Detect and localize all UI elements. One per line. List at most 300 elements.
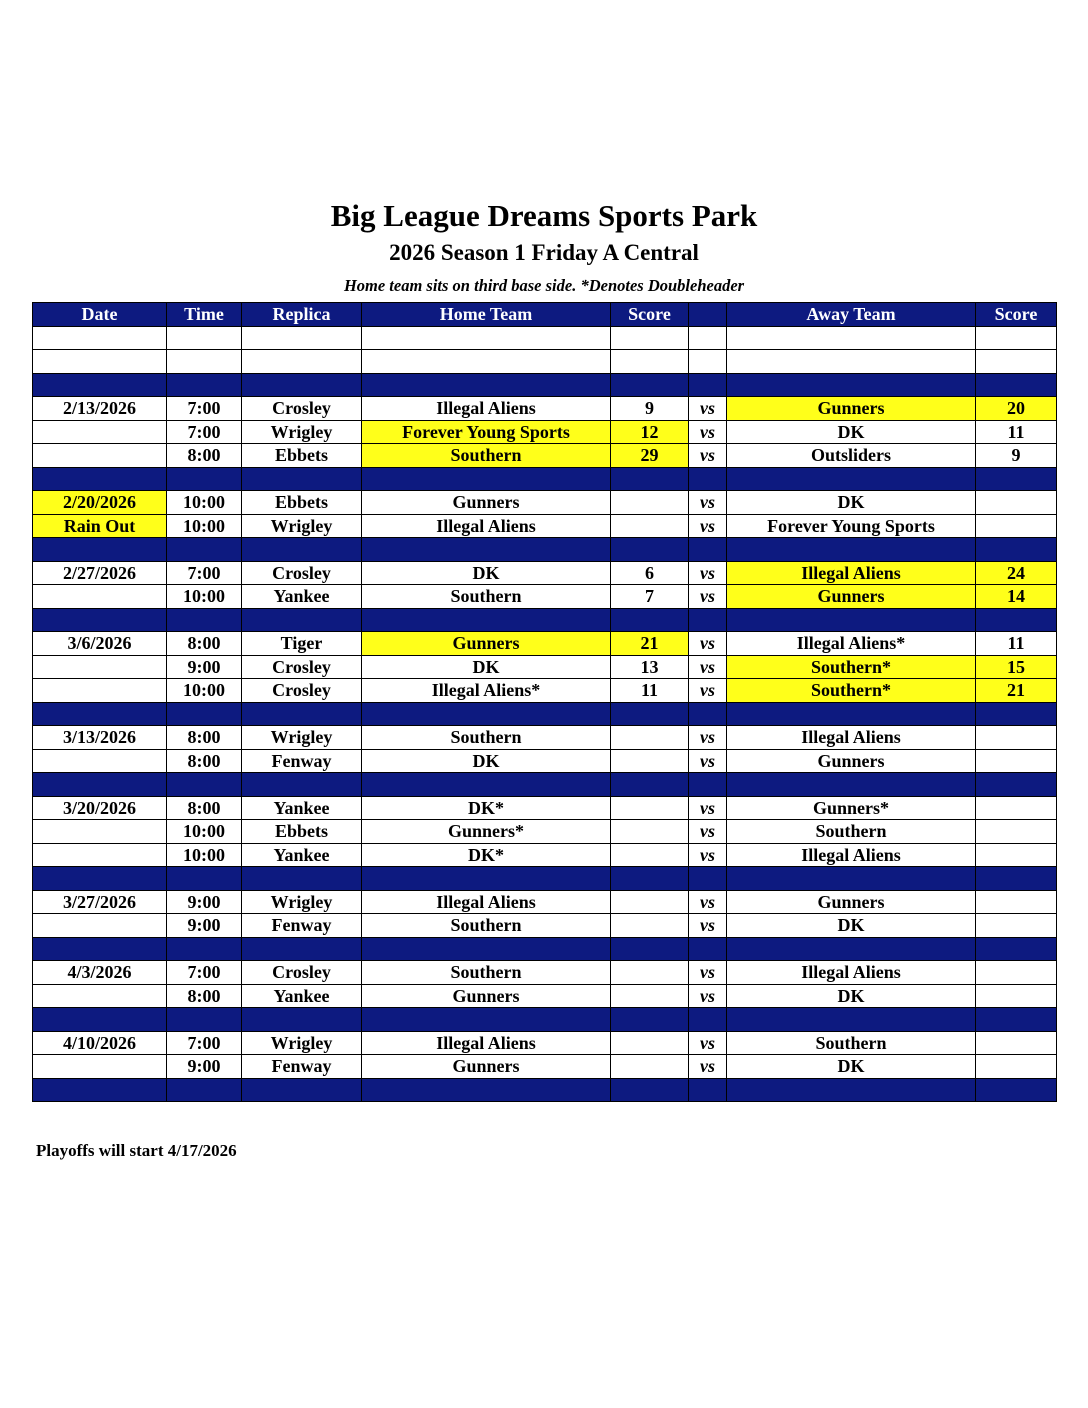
away-team-cell [727, 867, 976, 891]
vs-cell: vs [689, 1055, 727, 1079]
time-cell: 10:00 [167, 585, 242, 609]
col-header-home-score: Score [611, 303, 689, 327]
vs-cell: vs [689, 984, 727, 1008]
home-score-cell: 21 [611, 632, 689, 656]
home-team-cell [362, 326, 611, 350]
table-row [33, 961, 1057, 985]
table-row [33, 585, 1057, 609]
away-score-cell [976, 914, 1057, 938]
home-score-cell [611, 820, 689, 844]
away-team-cell [727, 1078, 976, 1102]
away-team-cell [727, 937, 976, 961]
away-score-cell: 21 [976, 679, 1057, 703]
table-header-row [33, 303, 1057, 327]
away-team-cell [727, 608, 976, 632]
away-team-cell: Forever Young Sports [727, 514, 976, 538]
home-team-cell: DK [362, 749, 611, 773]
away-team-cell: DK [727, 420, 976, 444]
home-team-cell: Illegal Aliens [362, 1031, 611, 1055]
week-separator-row [33, 1008, 1057, 1032]
away-team-cell: Outsliders [727, 444, 976, 468]
week-separator-row [33, 702, 1057, 726]
date-cell [33, 984, 167, 1008]
home-team-cell [362, 608, 611, 632]
footer-note: Playoffs will start 4/17/2026 [36, 1141, 237, 1160]
home-score-cell [611, 937, 689, 961]
col-header-home-team: Home Team [362, 303, 611, 327]
home-score-cell [611, 796, 689, 820]
time-cell [167, 467, 242, 491]
date-cell [33, 538, 167, 562]
home-score-cell [611, 1055, 689, 1079]
home-team-cell: DK [362, 561, 611, 585]
date-cell [33, 467, 167, 491]
table-row [33, 843, 1057, 867]
table-row [33, 679, 1057, 703]
home-team-cell: Illegal Aliens [362, 890, 611, 914]
vs-cell: vs [689, 961, 727, 985]
replica-cell [242, 608, 362, 632]
col-header-vs [689, 303, 727, 327]
time-cell: 7:00 [167, 561, 242, 585]
replica-cell: Tiger [242, 632, 362, 656]
home-score-cell [611, 961, 689, 985]
home-team-cell: Illegal Aliens* [362, 679, 611, 703]
vs-cell: vs [689, 585, 727, 609]
replica-cell: Ebbets [242, 820, 362, 844]
home-team-cell [362, 937, 611, 961]
home-team-cell [362, 350, 611, 374]
away-team-cell: Illegal Aliens [727, 561, 976, 585]
date-cell: 2/27/2026 [33, 561, 167, 585]
home-score-cell [611, 843, 689, 867]
date-cell [33, 1055, 167, 1079]
table-row [33, 491, 1057, 515]
replica-cell: Crosley [242, 961, 362, 985]
away-team-cell: Illegal Aliens [727, 843, 976, 867]
away-score-cell [976, 1078, 1057, 1102]
replica-cell [242, 937, 362, 961]
date-cell [33, 655, 167, 679]
away-score-cell [976, 608, 1057, 632]
away-team-cell: Gunners [727, 749, 976, 773]
blank-row [33, 326, 1057, 350]
home-team-cell [362, 467, 611, 491]
time-cell: 8:00 [167, 749, 242, 773]
away-score-cell [976, 350, 1057, 374]
replica-cell: Wrigley [242, 420, 362, 444]
date-cell [33, 843, 167, 867]
home-score-cell: 6 [611, 561, 689, 585]
away-team-cell: Gunners [727, 397, 976, 421]
away-team-cell: Illegal Aliens [727, 961, 976, 985]
away-team-cell: Gunners* [727, 796, 976, 820]
vs-cell: vs [689, 1031, 727, 1055]
away-score-cell [976, 726, 1057, 750]
home-team-cell: Southern [362, 726, 611, 750]
time-cell [167, 773, 242, 797]
away-score-cell: 11 [976, 420, 1057, 444]
away-team-cell [727, 702, 976, 726]
home-score-cell [611, 773, 689, 797]
home-score-cell [611, 1078, 689, 1102]
replica-cell: Crosley [242, 561, 362, 585]
table-row [33, 514, 1057, 538]
date-cell: Rain Out [33, 514, 167, 538]
replica-cell [242, 773, 362, 797]
time-cell [167, 702, 242, 726]
home-score-cell: 11 [611, 679, 689, 703]
replica-cell: Wrigley [242, 890, 362, 914]
away-score-cell: 14 [976, 585, 1057, 609]
time-cell: 8:00 [167, 726, 242, 750]
col-header-date: Date [33, 303, 167, 327]
time-cell: 8:00 [167, 632, 242, 656]
table-row [33, 420, 1057, 444]
vs-cell: vs [689, 749, 727, 773]
home-score-cell: 9 [611, 397, 689, 421]
table-row [33, 726, 1057, 750]
replica-cell: Fenway [242, 1055, 362, 1079]
away-team-cell: Southern [727, 1031, 976, 1055]
vs-cell [689, 867, 727, 891]
week-separator-row [33, 608, 1057, 632]
replica-cell: Yankee [242, 984, 362, 1008]
away-score-cell [976, 890, 1057, 914]
away-score-cell [976, 961, 1057, 985]
home-score-cell: 12 [611, 420, 689, 444]
home-score-cell [611, 984, 689, 1008]
home-team-cell [362, 538, 611, 562]
replica-cell [242, 350, 362, 374]
col-header-time: Time [167, 303, 242, 327]
time-cell [167, 538, 242, 562]
vs-cell [689, 773, 727, 797]
replica-cell [242, 326, 362, 350]
away-score-cell [976, 749, 1057, 773]
away-score-cell: 24 [976, 561, 1057, 585]
time-cell [167, 608, 242, 632]
date-cell [33, 326, 167, 350]
vs-cell [689, 326, 727, 350]
time-cell: 7:00 [167, 397, 242, 421]
replica-cell [242, 867, 362, 891]
home-score-cell [611, 1008, 689, 1032]
time-cell: 10:00 [167, 514, 242, 538]
vs-cell: vs [689, 914, 727, 938]
away-team-cell: Illegal Aliens* [727, 632, 976, 656]
home-team-cell [362, 773, 611, 797]
time-cell: 7:00 [167, 1031, 242, 1055]
away-team-cell: Gunners [727, 585, 976, 609]
replica-cell: Wrigley [242, 514, 362, 538]
home-team-cell [362, 867, 611, 891]
away-score-cell [976, 491, 1057, 515]
away-score-cell: 11 [976, 632, 1057, 656]
replica-cell [242, 1078, 362, 1102]
away-score-cell [976, 867, 1057, 891]
away-score-cell [976, 538, 1057, 562]
away-score-cell [976, 773, 1057, 797]
vs-cell: vs [689, 561, 727, 585]
vs-cell: vs [689, 796, 727, 820]
date-cell [33, 373, 167, 397]
replica-cell: Crosley [242, 397, 362, 421]
away-team-cell [727, 538, 976, 562]
date-cell: 3/6/2026 [33, 632, 167, 656]
home-team-cell: Gunners [362, 1055, 611, 1079]
date-cell [33, 937, 167, 961]
page-note: Home team sits on third base side. *Denotes Doubleheader [343, 276, 745, 295]
time-cell: 7:00 [167, 961, 242, 985]
away-score-cell [976, 1008, 1057, 1032]
home-team-cell: Gunners* [362, 820, 611, 844]
home-team-cell: Southern [362, 444, 611, 468]
vs-cell: vs [689, 679, 727, 703]
home-team-cell [362, 373, 611, 397]
vs-cell [689, 538, 727, 562]
time-cell: 10:00 [167, 820, 242, 844]
date-cell [33, 773, 167, 797]
away-score-cell [976, 1031, 1057, 1055]
time-cell: 9:00 [167, 914, 242, 938]
vs-cell: vs [689, 420, 727, 444]
week-separator-row [33, 773, 1057, 797]
time-cell [167, 1008, 242, 1032]
date-cell: 3/13/2026 [33, 726, 167, 750]
replica-cell [242, 538, 362, 562]
vs-cell [689, 350, 727, 374]
table-row [33, 1031, 1057, 1055]
away-score-cell [976, 984, 1057, 1008]
date-cell: 3/27/2026 [33, 890, 167, 914]
away-team-cell: Southern [727, 820, 976, 844]
time-cell [167, 373, 242, 397]
replica-cell [242, 702, 362, 726]
home-team-cell: Illegal Aliens [362, 397, 611, 421]
vs-cell: vs [689, 843, 727, 867]
date-cell [33, 444, 167, 468]
home-team-cell [362, 1008, 611, 1032]
home-score-cell [611, 467, 689, 491]
date-cell [33, 820, 167, 844]
schedule-body [33, 326, 1057, 1102]
home-team-cell [362, 702, 611, 726]
time-cell: 10:00 [167, 843, 242, 867]
date-cell: 4/3/2026 [33, 961, 167, 985]
time-cell [167, 937, 242, 961]
away-score-cell [976, 373, 1057, 397]
date-cell [33, 1008, 167, 1032]
vs-cell: vs [689, 491, 727, 515]
page-title: Big League Dreams Sports Park [330, 198, 758, 233]
vs-cell [689, 937, 727, 961]
week-separator-row [33, 467, 1057, 491]
date-cell [33, 608, 167, 632]
replica-cell: Yankee [242, 585, 362, 609]
replica-cell [242, 467, 362, 491]
vs-cell: vs [689, 632, 727, 656]
away-score-cell: 9 [976, 444, 1057, 468]
schedule-table [32, 302, 1057, 1102]
replica-cell [242, 1008, 362, 1032]
col-header-away-score: Score [976, 303, 1057, 327]
home-score-cell [611, 608, 689, 632]
away-team-cell: DK [727, 491, 976, 515]
home-score-cell [611, 514, 689, 538]
home-score-cell [611, 1031, 689, 1055]
replica-cell: Crosley [242, 655, 362, 679]
date-cell: 3/20/2026 [33, 796, 167, 820]
away-team-cell [727, 773, 976, 797]
home-score-cell: 29 [611, 444, 689, 468]
vs-cell [689, 1078, 727, 1102]
time-cell [167, 1078, 242, 1102]
table-row [33, 655, 1057, 679]
away-team-cell: Illegal Aliens [727, 726, 976, 750]
date-cell: 4/10/2026 [33, 1031, 167, 1055]
table-row [33, 984, 1057, 1008]
table-row [33, 914, 1057, 938]
time-cell: 8:00 [167, 796, 242, 820]
date-cell [33, 749, 167, 773]
replica-cell: Fenway [242, 914, 362, 938]
time-cell: 8:00 [167, 444, 242, 468]
table-row [33, 749, 1057, 773]
col-header-away-team: Away Team [727, 303, 976, 327]
table-row [33, 820, 1057, 844]
date-cell [33, 350, 167, 374]
time-cell: 9:00 [167, 890, 242, 914]
home-team-cell: Illegal Aliens [362, 514, 611, 538]
table-row [33, 397, 1057, 421]
date-cell [33, 914, 167, 938]
week-separator-row [33, 1078, 1057, 1102]
away-score-cell [976, 702, 1057, 726]
date-cell [33, 1078, 167, 1102]
away-team-cell [727, 1008, 976, 1032]
week-separator-row [33, 538, 1057, 562]
table-row [33, 444, 1057, 468]
col-header-replica: Replica [242, 303, 362, 327]
time-cell: 8:00 [167, 984, 242, 1008]
home-score-cell [611, 350, 689, 374]
home-score-cell [611, 914, 689, 938]
replica-cell: Ebbets [242, 491, 362, 515]
vs-cell: vs [689, 514, 727, 538]
away-score-cell: 20 [976, 397, 1057, 421]
vs-cell: vs [689, 444, 727, 468]
away-team-cell: Southern* [727, 679, 976, 703]
home-score-cell [611, 373, 689, 397]
away-team-cell [727, 373, 976, 397]
away-score-cell [976, 796, 1057, 820]
vs-cell [689, 1008, 727, 1032]
vs-cell [689, 702, 727, 726]
home-team-cell: Southern [362, 914, 611, 938]
replica-cell: Yankee [242, 843, 362, 867]
home-score-cell: 13 [611, 655, 689, 679]
home-score-cell [611, 867, 689, 891]
replica-cell [242, 373, 362, 397]
vs-cell: vs [689, 726, 727, 750]
blank-row [33, 350, 1057, 374]
replica-cell: Wrigley [242, 1031, 362, 1055]
away-score-cell [976, 843, 1057, 867]
time-cell: 10:00 [167, 491, 242, 515]
vs-cell [689, 608, 727, 632]
time-cell: 9:00 [167, 655, 242, 679]
date-cell: 2/20/2026 [33, 491, 167, 515]
table-row [33, 632, 1057, 656]
away-team-cell [727, 350, 976, 374]
replica-cell: Fenway [242, 749, 362, 773]
vs-cell: vs [689, 397, 727, 421]
away-team-cell [727, 326, 976, 350]
time-cell: 9:00 [167, 1055, 242, 1079]
home-score-cell [611, 538, 689, 562]
home-team-cell: Forever Young Sports [362, 420, 611, 444]
replica-cell: Wrigley [242, 726, 362, 750]
date-cell [33, 702, 167, 726]
away-score-cell [976, 937, 1057, 961]
home-team-cell: DK* [362, 843, 611, 867]
away-score-cell [976, 514, 1057, 538]
home-team-cell: Southern [362, 585, 611, 609]
away-team-cell [727, 467, 976, 491]
date-cell [33, 585, 167, 609]
away-score-cell [976, 326, 1057, 350]
home-score-cell: 7 [611, 585, 689, 609]
time-cell [167, 867, 242, 891]
vs-cell: vs [689, 820, 727, 844]
time-cell: 7:00 [167, 420, 242, 444]
away-team-cell: Southern* [727, 655, 976, 679]
away-score-cell [976, 467, 1057, 491]
away-team-cell: DK [727, 914, 976, 938]
vs-cell: vs [689, 890, 727, 914]
home-team-cell: DK [362, 655, 611, 679]
away-score-cell [976, 820, 1057, 844]
week-separator-row [33, 867, 1057, 891]
week-separator-row [33, 373, 1057, 397]
date-cell [33, 679, 167, 703]
home-score-cell [611, 890, 689, 914]
away-score-cell: 15 [976, 655, 1057, 679]
vs-cell [689, 467, 727, 491]
away-team-cell: Gunners [727, 890, 976, 914]
away-team-cell: DK [727, 1055, 976, 1079]
table-row [33, 1055, 1057, 1079]
home-score-cell [611, 749, 689, 773]
replica-cell: Yankee [242, 796, 362, 820]
page-subtitle: 2026 Season 1 Friday A Central [389, 240, 699, 265]
week-separator-row [33, 937, 1057, 961]
vs-cell [689, 373, 727, 397]
home-team-cell: Southern [362, 961, 611, 985]
vs-cell: vs [689, 655, 727, 679]
table-row [33, 561, 1057, 585]
home-team-cell: Gunners [362, 491, 611, 515]
away-score-cell [976, 1055, 1057, 1079]
time-cell [167, 326, 242, 350]
replica-cell: Ebbets [242, 444, 362, 468]
time-cell [167, 350, 242, 374]
home-score-cell [611, 702, 689, 726]
home-team-cell [362, 1078, 611, 1102]
home-score-cell [611, 326, 689, 350]
date-cell [33, 867, 167, 891]
